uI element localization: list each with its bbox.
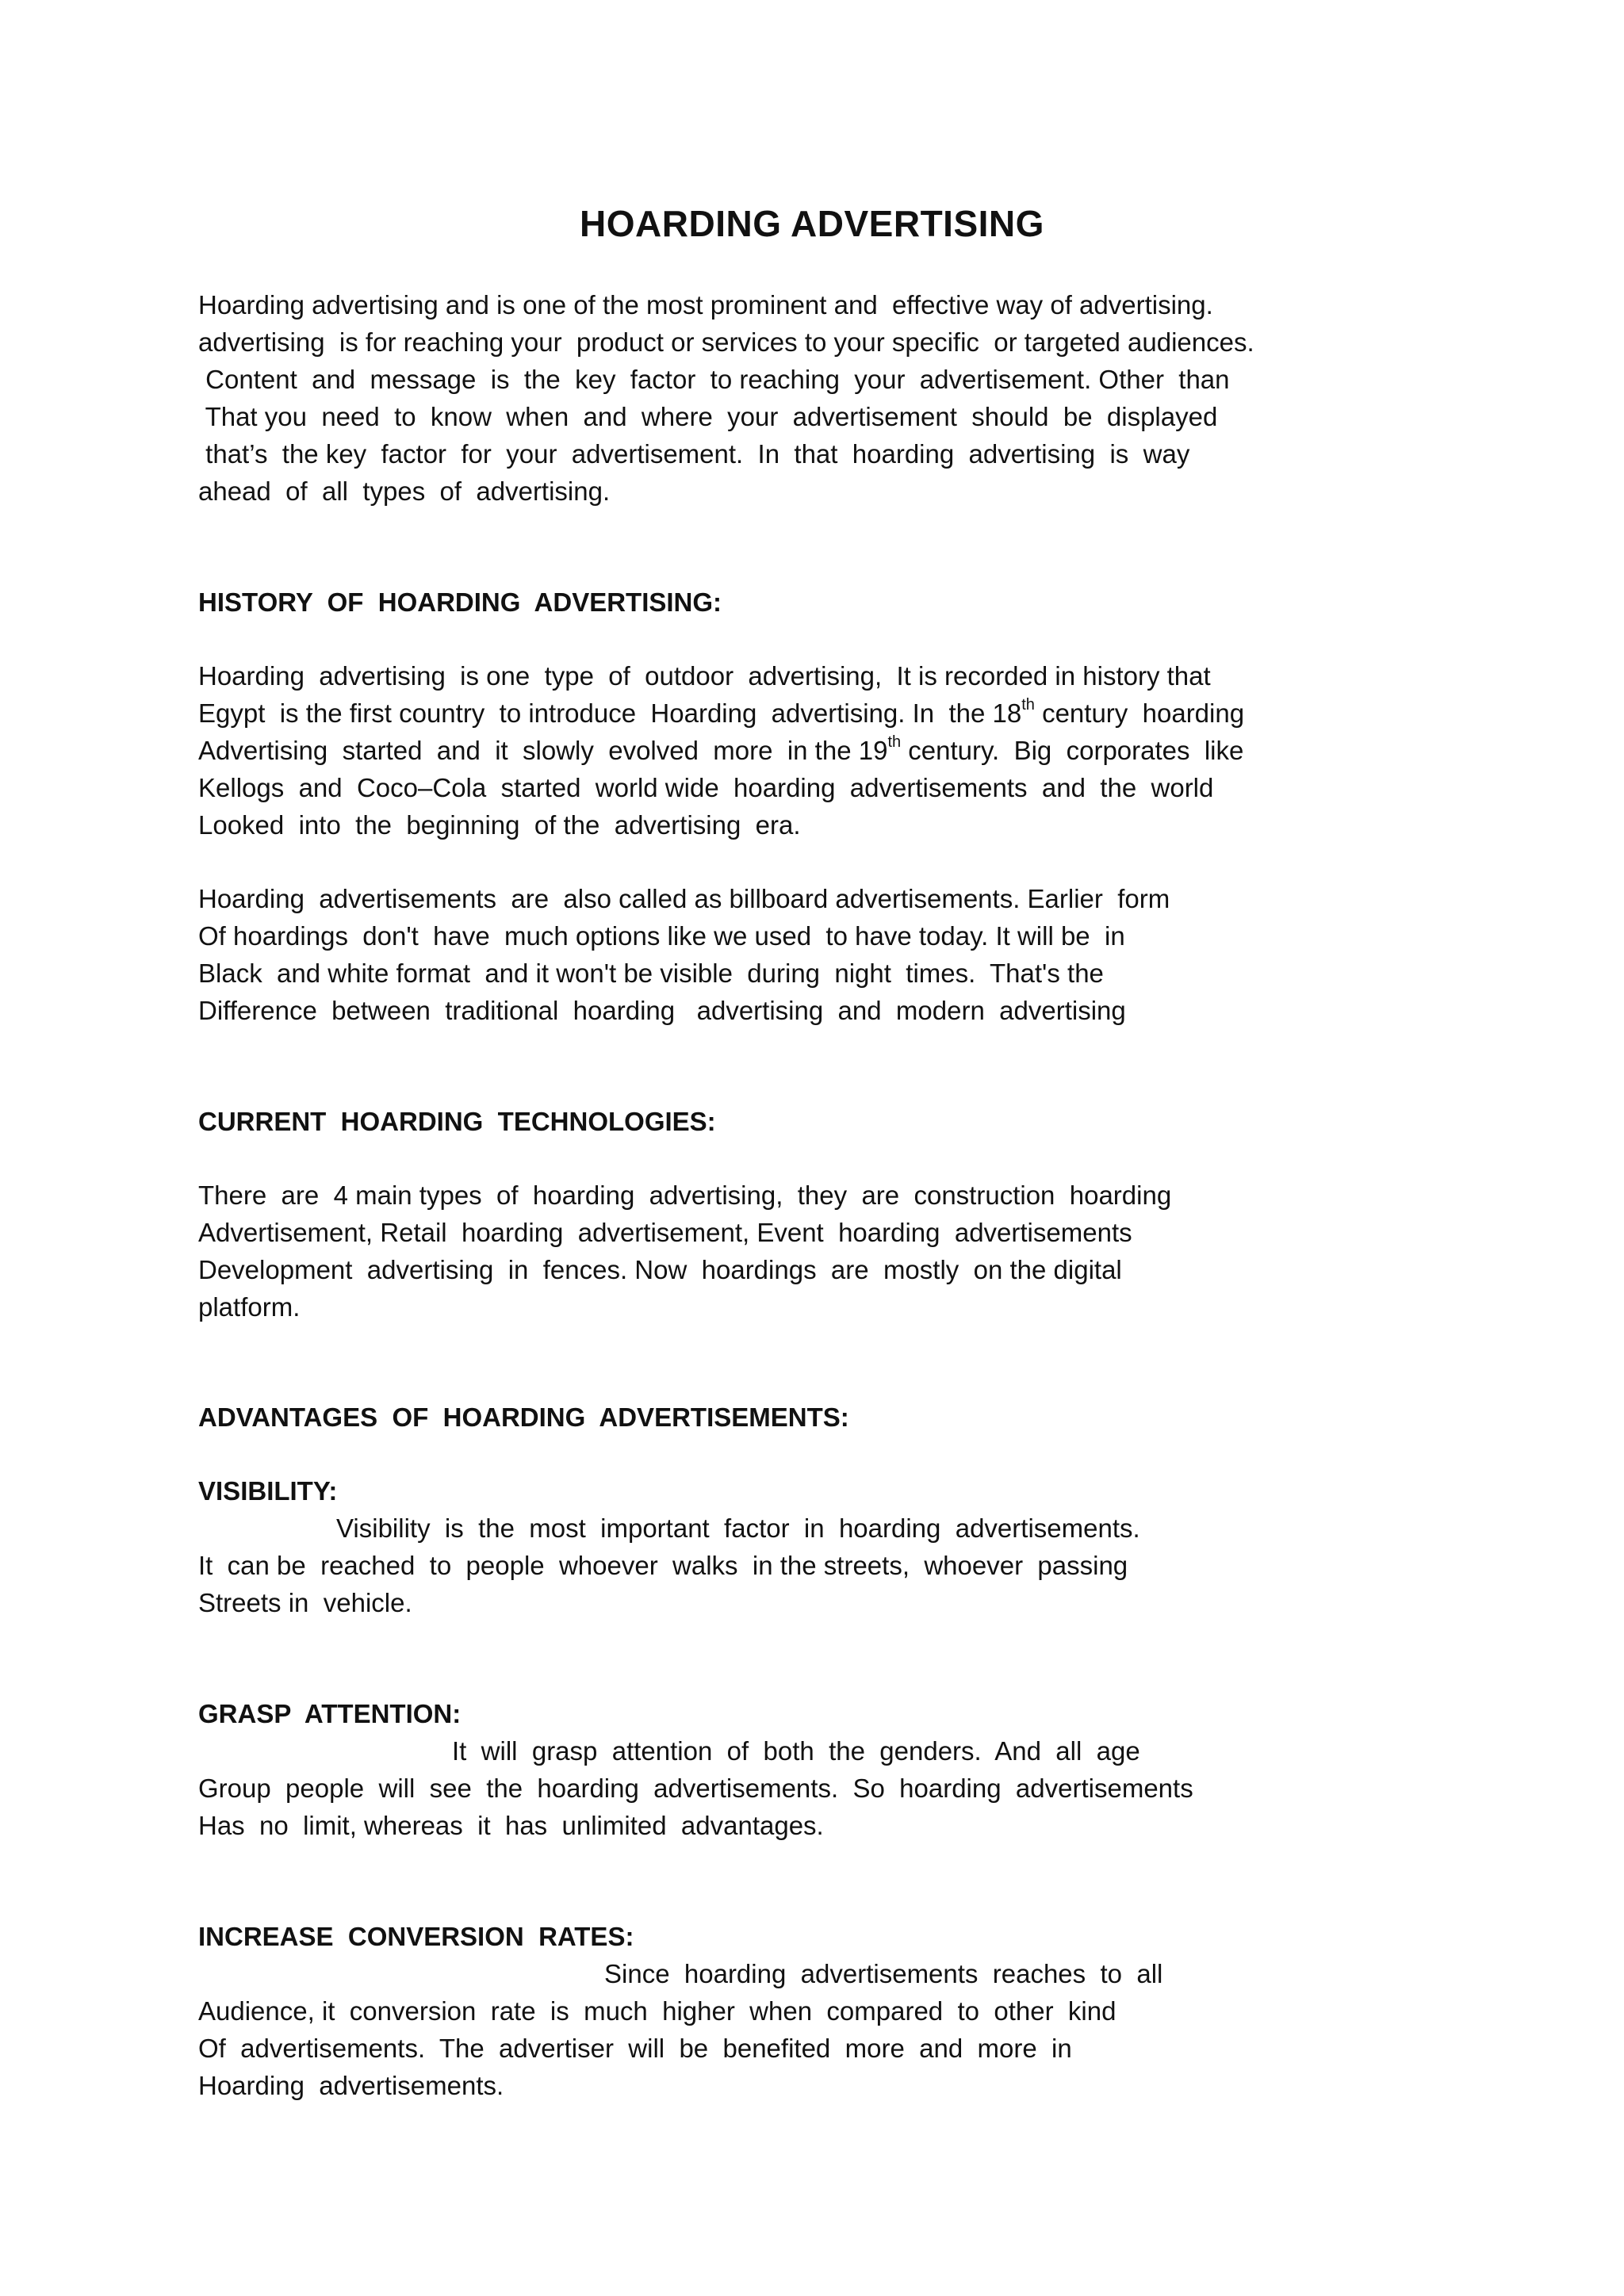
- intro-line: Hoarding advertising and is one of the most prominent and effective way of advertising.: [198, 290, 1213, 320]
- history-p2-line: Black and white format and it won't be visible during night times. That's the: [198, 959, 1104, 988]
- history-line: Kellogs and Coco–Cola started world wide hoarding advertisements and the world: [198, 773, 1214, 802]
- history-heading: HISTORY OF HOARDING ADVERTISING:: [198, 587, 722, 617]
- visibility-line: Streets in vehicle.: [198, 1588, 412, 1617]
- advantages-heading: ADVANTAGES OF HOARDING ADVERTISEMENTS:: [198, 1402, 849, 1432]
- history-line: Hoarding advertising is one type of outdoor advertising, It is recorded in history that: [198, 661, 1211, 691]
- visibility-heading: VISIBILITY:: [198, 1476, 338, 1506]
- history-line: [198, 733, 1243, 769]
- technologies-heading: CURRENT HOARDING TECHNOLOGIES:: [198, 1107, 716, 1136]
- technologies-line: platform.: [198, 1292, 301, 1322]
- intro-line: advertising is for reaching your product or services to your specific or targeted audiences.: [198, 327, 1254, 357]
- intro-line: that’s the key factor for your advertisement. In that hoarding advertising is way: [198, 439, 1190, 469]
- history-line-text: Advertising started and it slowly evolved more in the 19: [198, 736, 888, 765]
- conversion-rates-line: Of advertisements. The advertiser will be benefited more and more in: [198, 2034, 1072, 2063]
- technologies-line: Advertisement, Retail hoarding advertisement, Event hoarding advertisements: [198, 1218, 1132, 1247]
- visibility-line: Visibility is the most important factor in hoarding advertisements.: [336, 1513, 1140, 1543]
- superscript: th: [1021, 696, 1035, 714]
- grasp-attention-line: Group people will see the hoarding advertisements. So hoarding advertisements: [198, 1774, 1193, 1803]
- conversion-rates-line: Audience, it conversion rate is much higher when compared to other kind: [198, 1996, 1116, 2026]
- history-p2-line: Of hoardings don't have much options like we used to have today. It will be in: [198, 921, 1125, 951]
- visibility-line: It can be reached to people whoever walks in the streets, whoever passing: [198, 1551, 1128, 1580]
- intro-line: ahead of all types of advertising.: [198, 476, 611, 506]
- conversion-rates-line: Since hoarding advertisements reaches to all: [604, 1959, 1163, 1988]
- intro-line: That you need to know when and where your advertisement should be displayed: [198, 402, 1218, 431]
- intro-line: Content and message is the key factor to reaching your advertisement. Other than: [198, 365, 1230, 394]
- superscript: th: [887, 733, 902, 751]
- history-line-text: century hoarding: [1034, 698, 1245, 728]
- document-title: HOARDING ADVERTISING: [580, 203, 1044, 244]
- history-line-text: century. Big corporates like: [901, 736, 1244, 765]
- grasp-attention-line: Has no limit, whereas it has unlimited advantages.: [198, 1811, 824, 1840]
- technologies-line: There are 4 main types of hoarding advertising, they are construction hoarding: [198, 1181, 1172, 1210]
- conversion-rates-heading: INCREASE CONVERSION RATES:: [198, 1922, 634, 1951]
- history-line: [198, 695, 1244, 732]
- grasp-attention-heading: GRASP ATTENTION:: [198, 1699, 462, 1728]
- history-line: Looked into the beginning of the advertising era.: [198, 810, 801, 840]
- history-line-text: Egypt is the first country to introduce Hoarding advertising. In the 18: [198, 698, 1022, 728]
- technologies-line: Development advertising in fences. Now hoardings are mostly on the digital: [198, 1255, 1122, 1284]
- history-p2-line: Hoarding advertisements are also called as billboard advertisements. Earlier form: [198, 884, 1170, 913]
- conversion-rates-line: Hoarding advertisements.: [198, 2071, 504, 2100]
- grasp-attention-line: It will grasp attention of both the genders. And all age: [452, 1736, 1140, 1766]
- history-p2-line: Difference between traditional hoarding advertising and modern advertising: [198, 996, 1126, 1025]
